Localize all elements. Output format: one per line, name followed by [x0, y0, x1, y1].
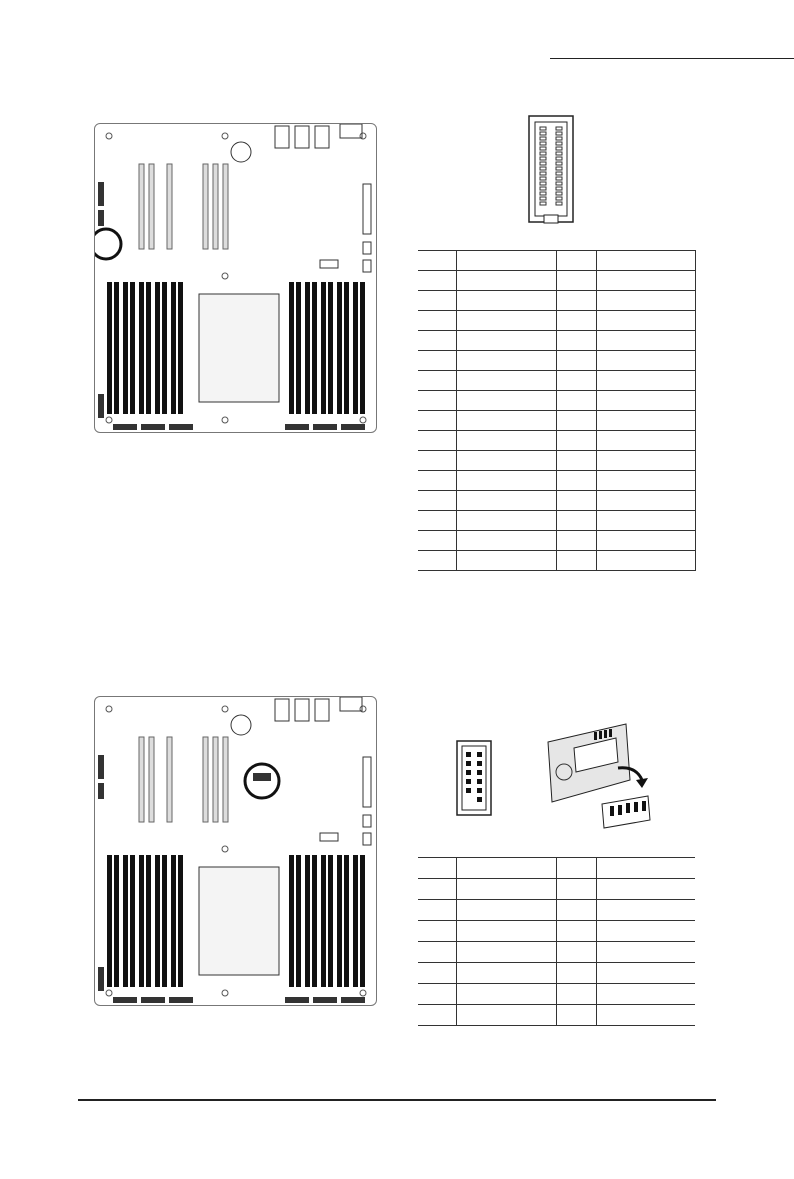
footer-rule: [78, 1099, 716, 1101]
table-row: [418, 311, 696, 331]
table-row: [418, 431, 696, 451]
table-row: [418, 531, 696, 551]
motherboard-layout-1: [95, 124, 378, 434]
table-row: [418, 251, 696, 271]
table-row: [418, 371, 696, 391]
table-row: [418, 451, 696, 471]
table-row: [418, 963, 695, 984]
table-row: [418, 511, 696, 531]
table-row: [418, 921, 695, 942]
table-row: [418, 942, 695, 963]
table-row: [418, 984, 695, 1005]
table-row: [418, 491, 696, 511]
table-row: [418, 411, 696, 431]
motherboard-layout-2: [95, 697, 378, 1007]
table-row: [418, 551, 696, 571]
table-row: [418, 900, 695, 921]
table-row: [418, 331, 696, 351]
pin-table-2: [418, 857, 695, 1026]
module-install-diagram: [538, 722, 670, 843]
table-row: [418, 391, 696, 411]
table-row: [418, 351, 696, 371]
table-row: [418, 1005, 695, 1026]
connector-b-diagram: [456, 740, 492, 821]
connector-a-diagram: [528, 115, 574, 230]
table-row: [418, 471, 696, 491]
pin-table-1: [418, 250, 696, 571]
top-rule: [550, 58, 794, 59]
table-row: [418, 271, 696, 291]
table-row: [418, 858, 695, 879]
motherboard-diagram-1: [94, 123, 377, 433]
motherboard-diagram-2: [94, 696, 377, 1006]
highlight-ring-1: [95, 229, 121, 259]
table-row: [418, 291, 696, 311]
table-row: [418, 879, 695, 900]
